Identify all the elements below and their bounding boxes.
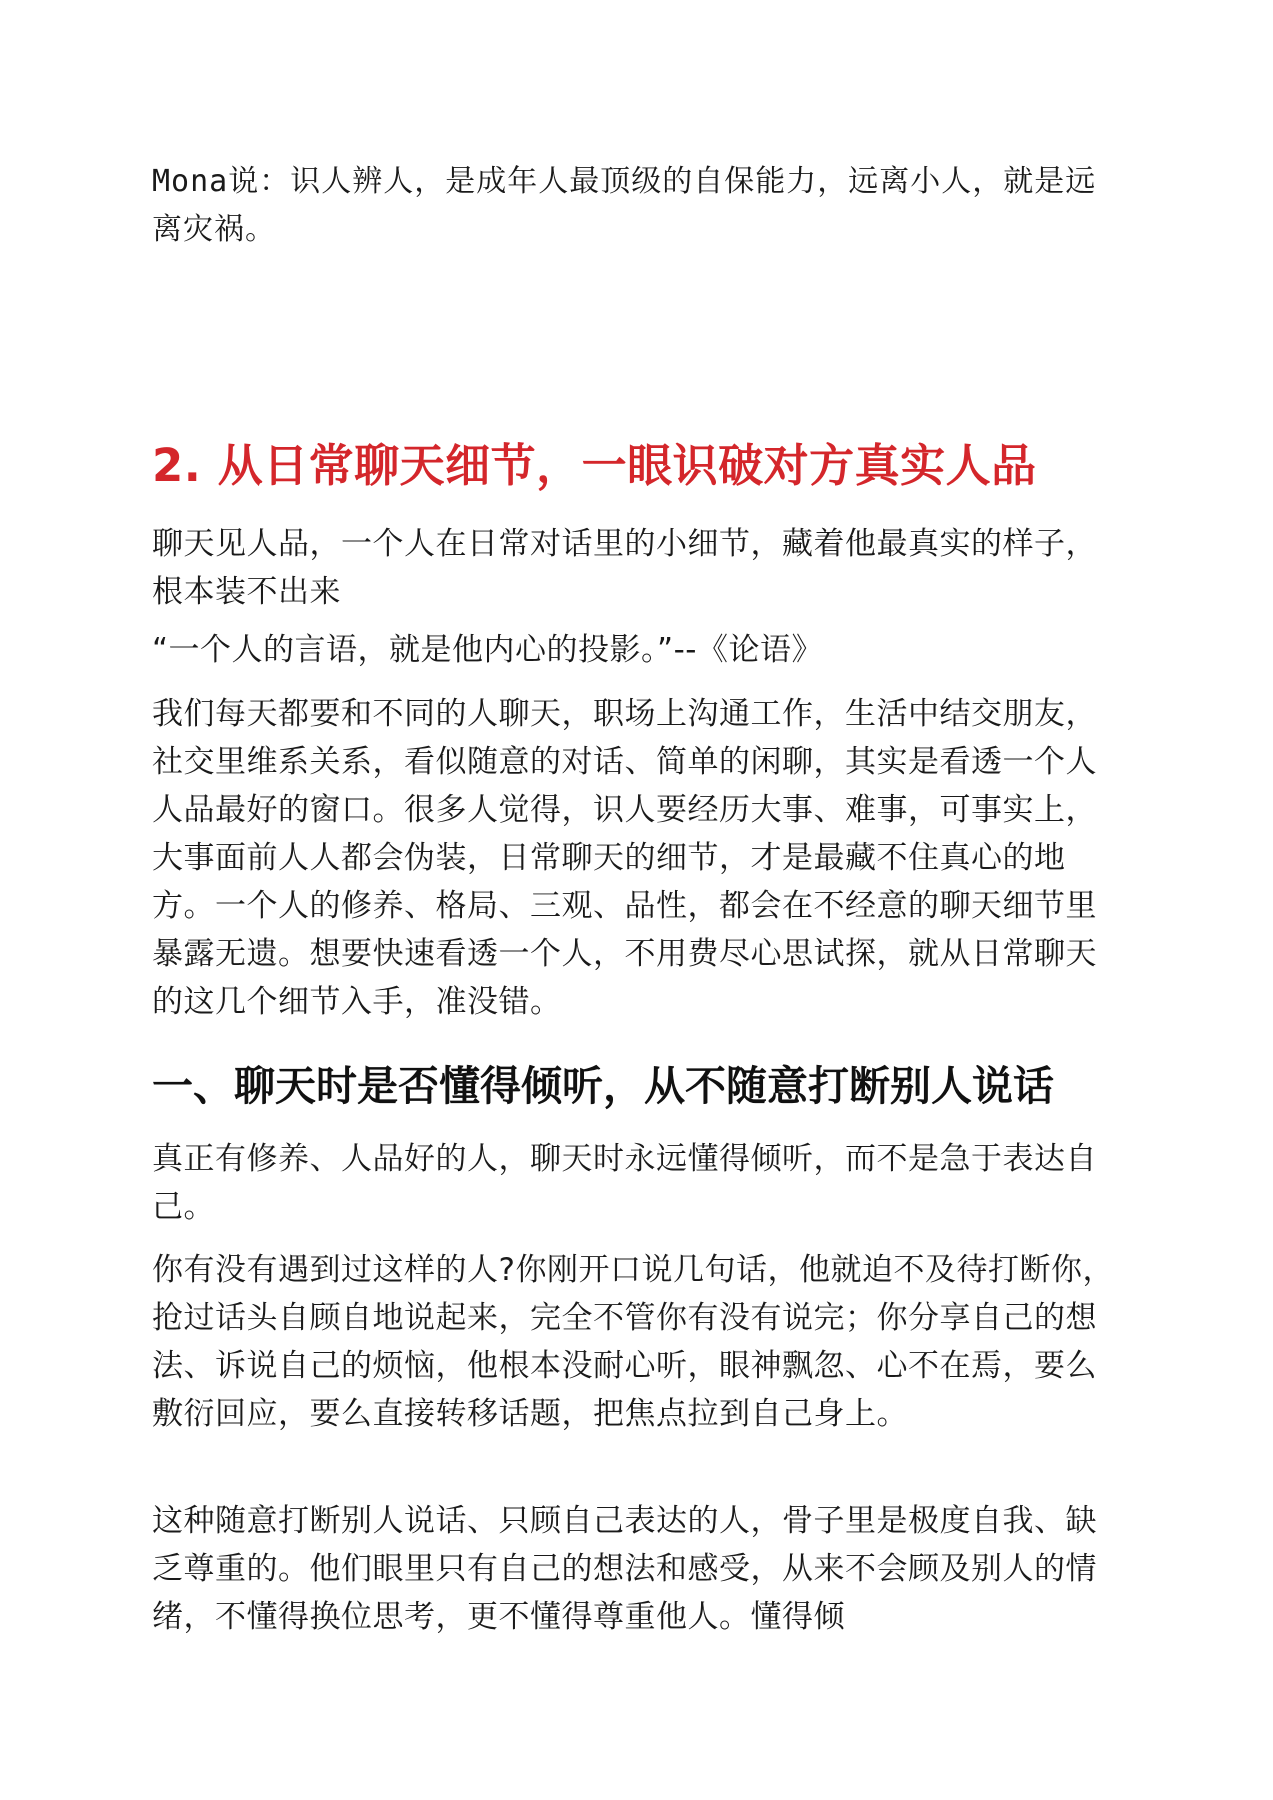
subsection-paragraph-2: 你有没有遇到过这样的人?你刚开口说几句话，他就迫不及待打断你，抢过话头自顾自地说起来，完全不管你有没有说完；你分享自己的想法、诉说自己的烦恼，他根本没耐心听，眼神飘忽、心不在焉，要么敷衍回应，要么直接转移话题，把焦点拉到自己身上。 bbox=[152, 1252, 1114, 1432]
subsection-title: 一、聊天时是否懂得倾听，从不随意打断别人说话 bbox=[152, 1062, 1054, 1110]
section-body-paragraph: 我们每天都要和不同的人聊天，职场上沟通工作，生活中结交朋友，社交里维系关系，看似随意的对话、简单的闲聊，其实是看透一个人人品最好的窗口。很多人觉得，识人要经历大事、难事，可事实上，大事面前人人都会伪装，日常聊天的细节，才是最藏不住真心的地方。一个人的修养、格局、三观、品性，都会在不经意的聊天细节里暴露无遗。想要快速看透一个人，不用费尽心思试探，就从日常聊天的这几个细节入手，准没错。 bbox=[152, 696, 1097, 1020]
subsection-paragraph-3: 这种随意打断别人说话、只顾自己表达的人，骨子里是极度自我、缺乏尊重的。他们眼里只有自己的想法和感受，从来不会顾及别人的情绪，不懂得换位思考，更不懂得尊重他人。懂得倾 bbox=[152, 1503, 1097, 1635]
section-title: 2. 从日常聊天细节，一眼识破对方真实人品 bbox=[152, 439, 1037, 492]
subsection-paragraph-1: 真正有修养、人品好的人，聊天时永远懂得倾听，而不是急于表达自己。 bbox=[152, 1141, 1097, 1225]
intro-paragraph: Mona说：识人辨人，是成年人最顶级的自保能力，远离小人，就是远离灾祸。 bbox=[152, 164, 1097, 247]
section-lead-paragraph: 聊天见人品，一个人在日常对话里的小细节，藏着他最真实的样子，根本装不出来 bbox=[152, 526, 1097, 610]
quote-line: “一个人的言语，就是他内心的投影。”--《论语》 bbox=[152, 632, 823, 668]
